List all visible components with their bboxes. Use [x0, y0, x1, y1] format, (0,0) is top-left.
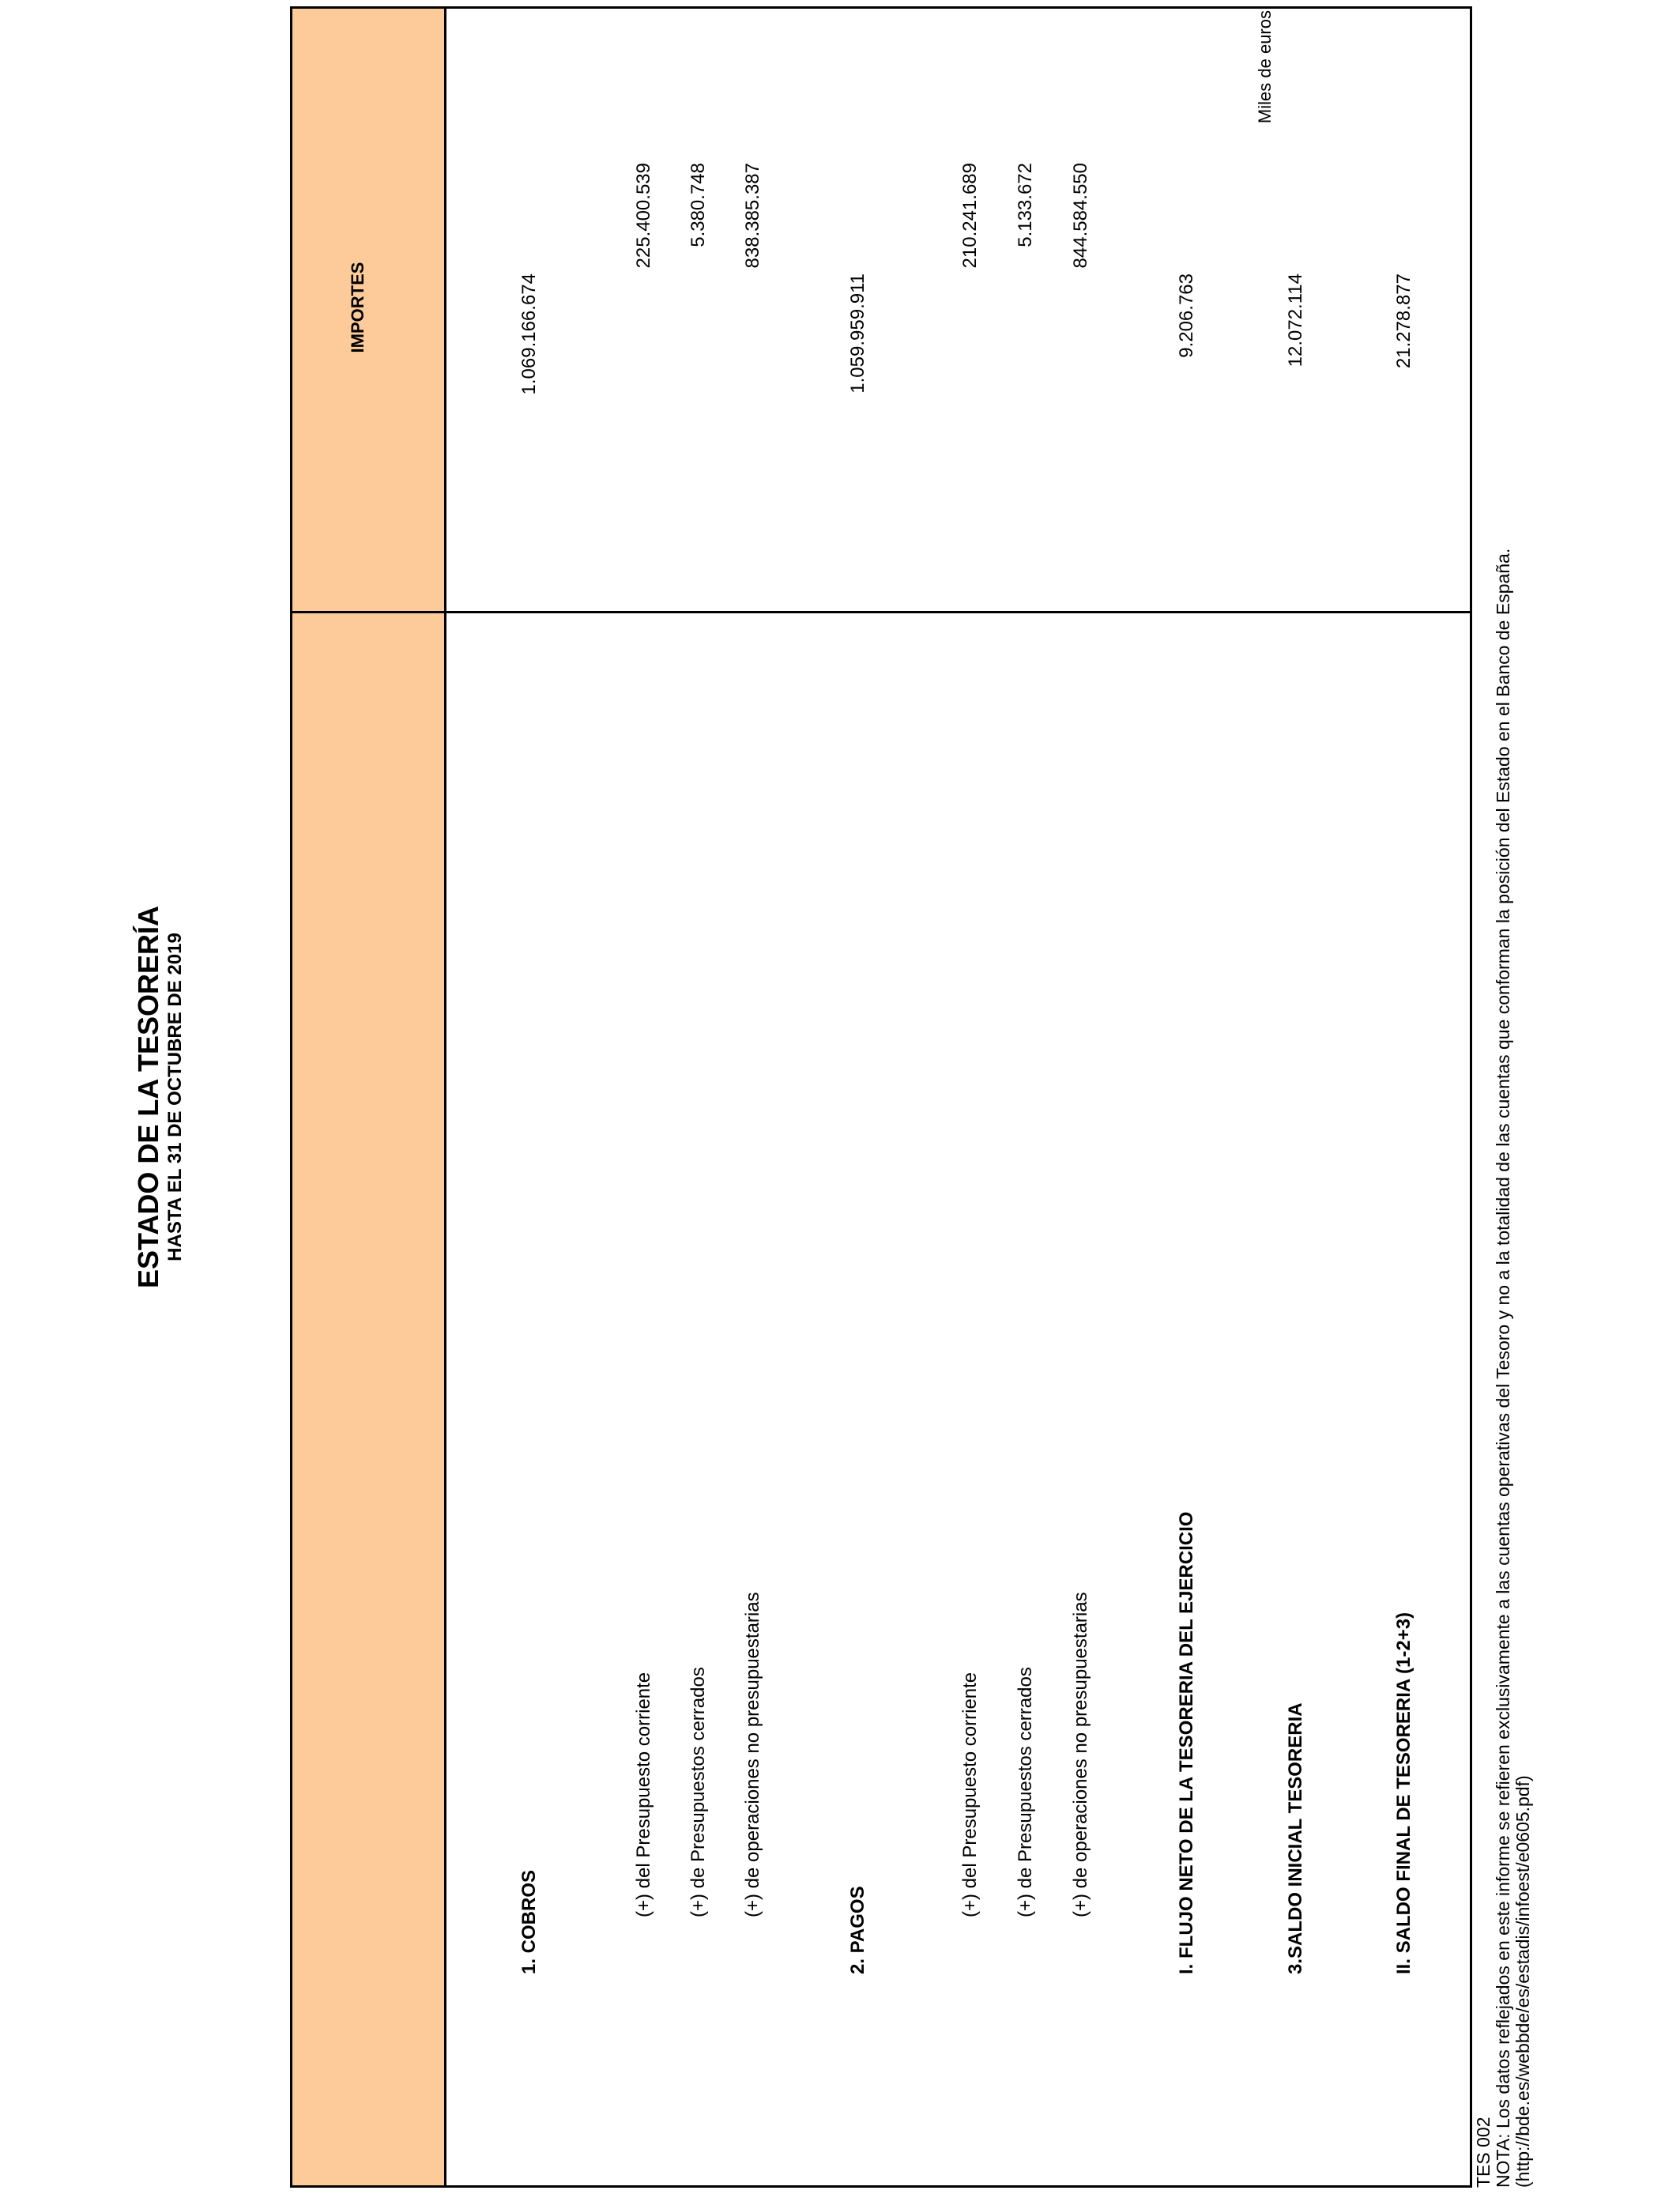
- row-label: II. SALDO FINAL DE TESORERIA (1-2+3): [1393, 1612, 1414, 1974]
- table-row: [957, 9, 989, 2185]
- row-amount: 5.380.748: [687, 163, 709, 247]
- row-label: (+) de operaciones no presupuestarias: [742, 1592, 763, 1917]
- row-label: I. FLUJO NETO DE LA TESORERIA DEL EJERCICIO: [1176, 1511, 1197, 1974]
- footer-note: NOTA: Los datos reflejados en este informe se refieren exclusivamente a las cuentas operativas del Tesoro y no a la totalidad de las cuentas que conforman la posición del Estado en el Banco de España.: [1493, 548, 1513, 2188]
- report-subtitle: HASTA EL 31 DE OCTUBRE DE 2019: [164, 933, 186, 1261]
- row-amount: 1.069.166.674: [518, 273, 540, 395]
- row-amount: 838.385.387: [742, 163, 763, 269]
- table-row: [1283, 9, 1314, 2185]
- row-amount: 12.072.114: [1285, 273, 1306, 368]
- row-amount: 9.206.763: [1176, 273, 1197, 358]
- table-header-band: [292, 9, 446, 2185]
- footer-link: (http://bde.es/webbde/es/estadis/infoest/e0605.pdf): [1512, 1775, 1533, 2188]
- row-amount: 21.278.877: [1393, 273, 1414, 369]
- table-row: [685, 9, 717, 2185]
- treasury-table: [290, 6, 1472, 2188]
- row-label: 3.SALDO INICIAL TESORERIA: [1285, 1702, 1306, 1974]
- report-code: TES 002: [1473, 2117, 1494, 2188]
- row-amount: 225.400.539: [633, 163, 654, 269]
- units-label: Miles de euros: [1255, 10, 1275, 124]
- table-row: [845, 9, 876, 2185]
- row-amount: 210.241.689: [959, 163, 981, 269]
- row-label: (+) de Presupuestos cerrados: [1015, 1667, 1036, 1917]
- report-title: ESTADO DE LA TESORERÍA: [132, 905, 164, 1289]
- row-amount: 844.584.550: [1070, 163, 1091, 269]
- table-row: [1391, 9, 1422, 2185]
- row-label: (+) de operaciones no presupuestarias: [1070, 1592, 1091, 1917]
- row-label: 1. COBROS: [518, 1869, 540, 1974]
- table-row: [631, 9, 662, 2185]
- row-label: (+) del Presupuesto corriente: [959, 1672, 981, 1917]
- row-label: (+) de Presupuestos cerrados: [687, 1667, 709, 1917]
- row-label: 2. PAGOS: [847, 1886, 868, 1974]
- table-row: [1068, 9, 1099, 2185]
- table-row: [1173, 9, 1205, 2185]
- row-label: (+) del Presupuesto corriente: [633, 1672, 654, 1917]
- footer-notes: [1474, 548, 1533, 2188]
- table-row: [516, 9, 548, 2185]
- column-header-importes: IMPORTES: [348, 262, 367, 353]
- row-amount: 5.133.672: [1015, 163, 1036, 247]
- report-title-block: [133, 0, 186, 2194]
- row-amount: 1.059.959.911: [847, 273, 868, 394]
- table-row: [740, 9, 771, 2185]
- table-row: [1012, 9, 1044, 2185]
